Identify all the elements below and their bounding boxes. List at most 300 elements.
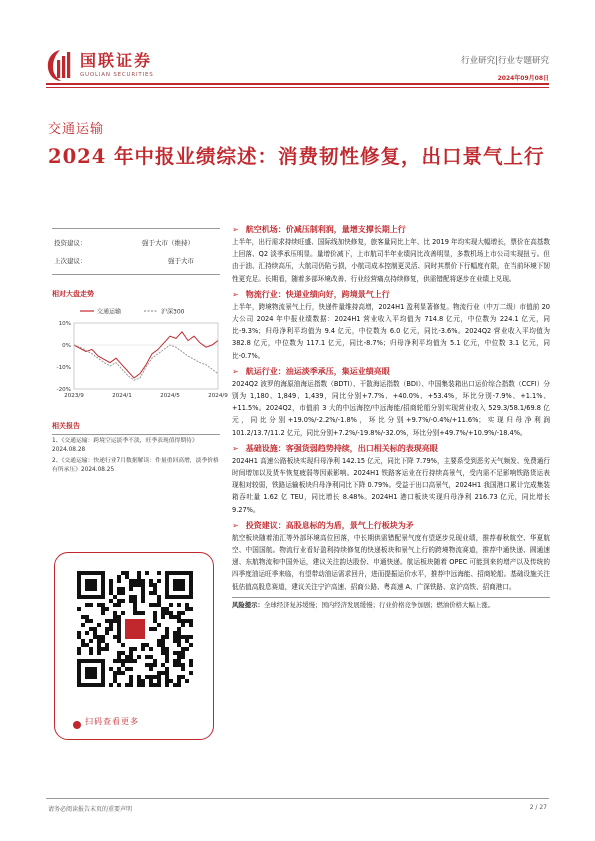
qr-module: [129, 675, 133, 679]
sidebar-rule: [52, 228, 220, 229]
qr-module: [137, 575, 141, 579]
section-body: 上半年，出行需求持续旺盛、国际线加快修复，旅客量同比上年、比 2019 年均实现大幅增长，票价在高基数上回落、Q2 淡季承压明显。量增价减下，上市航司半年业绩同比改善明显，多数机场上市公司实现扭亏。但由于油、汇持续高压，大航司仍陷亏损，小航司成本控制更灵活、同时其票价下行幅度有限，在当前环境下韧性更充足。长期看，随着多部环境改善、行业经营痛点持续修复，供需错配将逐步在业绩上兑现。: [232, 238, 550, 283]
qr-module: [113, 603, 117, 607]
qr-module: [153, 627, 157, 631]
qr-module: [121, 659, 125, 663]
qr-module: [101, 647, 105, 651]
series-line: [74, 332, 218, 378]
qr-module: [113, 671, 117, 675]
qr-module: [177, 651, 181, 655]
qr-module: [173, 663, 177, 667]
qr-module: [121, 663, 125, 667]
qr-module: [173, 639, 177, 643]
qr-module: [105, 627, 109, 631]
qr-module: [117, 667, 121, 671]
qr-module: [101, 635, 105, 639]
qr-module: [153, 611, 157, 615]
qr-module: [129, 667, 133, 671]
qr-module: [165, 647, 169, 651]
qr-module: [177, 603, 181, 607]
chart-heading: 相对大盘走势: [52, 290, 94, 298]
qr-module: [141, 591, 145, 595]
qr-module: [89, 627, 93, 631]
footer-disclaimer: 请务必阅读报告末页的重要声明: [48, 806, 133, 813]
qr-module: [169, 611, 173, 615]
qr-module: [161, 643, 165, 647]
qr-module: [117, 631, 121, 635]
qr-module: [161, 651, 165, 655]
qr-module: [109, 583, 113, 587]
qr-module: [165, 627, 169, 631]
qr-module: [105, 643, 109, 647]
qr-module: [185, 635, 189, 639]
qr-module: [149, 679, 153, 683]
qr-module: [153, 663, 157, 667]
qr-module: [117, 575, 121, 579]
relative-performance-chart: [52, 303, 228, 401]
qr-module: [149, 583, 153, 587]
qr-module: [117, 587, 121, 591]
qr-module: [105, 619, 109, 623]
qr-module: [109, 579, 113, 583]
sidebar-rule: [52, 274, 220, 275]
qr-module: [181, 675, 185, 679]
qr-module: [177, 639, 181, 643]
qr-module: [77, 647, 81, 651]
qr-module: [165, 655, 169, 659]
y-tick-label: 0%: [62, 343, 71, 349]
qr-module: [177, 631, 181, 635]
qr-module: [129, 659, 133, 663]
qr-module: [133, 595, 137, 599]
qr-module: [81, 643, 85, 647]
header-divider: [46, 83, 549, 85]
qr-module: [85, 667, 97, 679]
qr-module: [121, 571, 125, 575]
qr-module: [189, 635, 193, 639]
qr-module: [177, 619, 181, 623]
qr-module: [165, 651, 169, 655]
qr-module: [145, 663, 149, 667]
qr-module: [137, 611, 141, 615]
qr-module: [113, 675, 117, 679]
qr-module: [121, 671, 125, 675]
qr-module: [117, 591, 121, 595]
risk-warning: [232, 600, 550, 611]
qr-module: [129, 583, 133, 587]
x-tick-label: 2024/5: [160, 393, 180, 399]
qr-module: [141, 579, 145, 583]
qr-module: [109, 587, 113, 591]
section-body: 上半年，跨境物流景气上行，快递件量维持高增，2024H1 盈利显著修复。物流行业（中万二级）市值前 20 大公司 2024 年中报业绩数据：2024H1 营业收入平均值为 714.8 亿元，中位数为 224.1 亿元，同比-9.3%；归母净利平均值为 9.4 亿元，中位数为 6.0 亿元，同比-3.6%。2024Q2 营业收入平均值为 382.8 亿元，中位数为 117.1 亿元，同比-8.7%；归母净利平均值为 5.1 亿元，中位数 3.1 亿元，同比-0.7%。: [232, 302, 550, 360]
qr-module: [189, 623, 193, 627]
qr-module: [177, 655, 181, 659]
qr-module: [101, 611, 105, 615]
qr-module: [181, 663, 185, 667]
company-logo: [46, 48, 154, 82]
qr-module: [157, 623, 161, 627]
qr-module: [185, 603, 189, 607]
qr-module: [109, 599, 113, 603]
qr-module: [153, 659, 157, 663]
qr-module: [89, 603, 93, 607]
qr-module: [125, 655, 129, 659]
qr-module: [153, 675, 157, 679]
qr-module: [177, 615, 181, 619]
qr-module: [81, 615, 85, 619]
qr-module: [117, 639, 121, 643]
section-heading: ➢ 航空机场：价减压制利润，量增支撑长期上行: [232, 225, 406, 234]
qr-module: [177, 679, 181, 683]
qr-module: [173, 631, 177, 635]
qr-module: [117, 671, 121, 675]
qr-module: [177, 683, 181, 687]
qr-module: [189, 619, 193, 623]
qr-module: [113, 679, 117, 683]
qr-module: [109, 619, 113, 623]
related-report-item[interactable]: 2、《交通运输：快递行业7月数据解读：件量重回高增，淡季价格有所承压》2024.08.25: [52, 458, 219, 473]
qr-module: [129, 599, 133, 603]
qr-module: [181, 667, 185, 671]
qr-module: [185, 679, 189, 683]
qr-module: [101, 639, 105, 643]
rating-label: 投资建议：: [54, 239, 87, 247]
qr-module: [141, 587, 145, 591]
qr-module: [169, 603, 173, 607]
qr-module: [113, 611, 117, 615]
section-heading: ➢ 物流行业：快递业绩向好，跨境景气上行: [232, 289, 390, 299]
legend-label: 交通运输: [97, 308, 122, 316]
qr-module: [125, 683, 129, 687]
logo-en-text: GUOLIAN SECURITIES: [80, 72, 154, 78]
qr-module: [121, 611, 125, 615]
qr-module: [161, 607, 165, 611]
qr-module: [157, 675, 161, 679]
qr-module: [129, 595, 133, 599]
qr-module: [165, 607, 169, 611]
qr-module: [149, 667, 153, 671]
qr-module: [77, 635, 81, 639]
qr-module: [153, 591, 157, 595]
qr-module: [169, 679, 173, 683]
qr-module: [181, 611, 185, 615]
qr-module: [157, 595, 161, 599]
qr-module: [149, 663, 153, 667]
related-reports-heading: 相关报告: [52, 422, 80, 430]
qr-module: [177, 627, 181, 631]
qr-module: [137, 579, 141, 583]
qr-module: [97, 651, 101, 655]
qr-module: [161, 639, 165, 643]
qr-code-icon[interactable]: [77, 571, 193, 687]
qr-module: [129, 579, 133, 583]
qr-module: [125, 619, 145, 639]
qr-module: [157, 571, 161, 575]
qr-module: [137, 571, 141, 575]
qr-module: [165, 611, 169, 615]
qr-module: [89, 647, 93, 651]
qr-module: [133, 579, 137, 583]
arrow-icon: ➢: [232, 366, 239, 376]
industry-label: 交通运输: [48, 122, 105, 137]
qr-module: [125, 659, 129, 663]
qr-module: [157, 671, 161, 675]
qr-module: [117, 579, 121, 583]
risk-label: 风险提示：: [232, 600, 264, 609]
qr-module: [121, 599, 125, 603]
qr-module: [177, 663, 181, 667]
qr-module: [85, 643, 89, 647]
qr-module: [177, 611, 181, 615]
report-category: 行业研究|行业专题研究: [461, 56, 549, 66]
qr-module: [125, 667, 129, 671]
prev-rating-row: [52, 256, 220, 265]
qr-module: [145, 655, 149, 659]
x-tick-label: 2024/1: [112, 393, 132, 399]
qr-module: [105, 631, 109, 635]
qr-module: [113, 615, 117, 619]
qr-module: [145, 675, 149, 679]
qr-module: [165, 679, 169, 683]
arrow-icon: ➢: [232, 520, 239, 530]
qr-module: [161, 671, 165, 675]
qr-module: [181, 635, 185, 639]
qr-module: [165, 667, 169, 671]
y-tick-label: -20%: [56, 387, 71, 393]
page-number: 2 / 27: [529, 804, 547, 811]
related-report-item[interactable]: 1、《交通运输：跨境空运淡季不淡，旺季表现值得期待》2024.08.28: [52, 438, 198, 453]
qr-module: [133, 659, 137, 663]
section-heading: ➢ 投资建议：高股息标的为盾，景气上行板块为矛: [232, 520, 414, 530]
qr-module: [117, 619, 121, 623]
qr-module: [181, 623, 185, 627]
qr-module: [149, 655, 153, 659]
prev-rating-label: 上次建议：: [54, 257, 87, 265]
qr-module: [129, 651, 133, 655]
qr-module: [157, 643, 161, 647]
qr-module: [117, 635, 121, 639]
qr-module: [77, 651, 81, 655]
header-divider-thin: [46, 87, 549, 88]
section-body: 航空板块随着油汇等外部环境高位回落，中长期供需错配景气度有望逐步兑现业绩，推荐春秋航空、华夏航空、中国国航。物流行业看好盈利持续修复的快递板块和景气上行的跨境物流赛道，推荐中通快递、圆通速递、东航物流和中国外运，建议关注韵达股份、申通快递。航运板块随着 OPEC 可能到来的增产以及传统的四季度油运旺季来临，有望带动油运需求回升，进而提振运价水平，推荐中远海能、招商轮船。基础设施关注低估值高股息赛道，建议关注宁沪高速、招商公路、粤高速 A、广深铁路、京沪高铁、招商港口。: [232, 533, 550, 591]
qr-module: [185, 607, 189, 611]
qr-module: [161, 615, 165, 619]
qr-module: [117, 655, 121, 659]
qr-module: [85, 631, 89, 635]
qr-module: [109, 623, 113, 627]
arrow-icon: ➢: [232, 443, 239, 453]
qr-module: [113, 619, 117, 623]
qr-module: [157, 603, 161, 607]
qr-module: [133, 611, 137, 615]
qr-module: [189, 607, 193, 611]
qr-module: [105, 607, 109, 611]
qr-module: [133, 583, 137, 587]
qr-module: [133, 599, 137, 603]
qr-module: [161, 635, 165, 639]
qr-module: [157, 599, 161, 603]
qr-module: [129, 683, 133, 687]
qr-module: [137, 675, 141, 679]
qr-module: [165, 683, 169, 687]
logo-mark-icon: [46, 48, 74, 82]
qr-module: [177, 635, 181, 639]
qr-module: [153, 619, 157, 623]
qr-module: [125, 571, 129, 575]
qr-module: [85, 619, 89, 623]
qr-module: [85, 615, 89, 619]
qr-module: [177, 643, 181, 647]
section-heading: ➢ 基础设施：客强货弱趋势持续，出口相关标的表现亮眼: [232, 443, 438, 453]
qr-module: [137, 683, 141, 687]
qr-module: [117, 615, 121, 619]
qr-module: [97, 603, 101, 607]
qr-module: [77, 631, 81, 635]
qr-module: [85, 579, 97, 591]
qr-module: [133, 603, 137, 607]
qr-module: [81, 623, 85, 627]
qr-module: [133, 607, 137, 611]
qr-module: [77, 607, 81, 611]
arrow-icon: ➢: [232, 289, 239, 299]
qr-module: [177, 659, 181, 663]
qr-module: [97, 643, 101, 647]
qr-module: [157, 579, 161, 583]
qr-module: [89, 619, 93, 623]
x-tick-label: 2023/9: [64, 393, 84, 399]
qr-module: [185, 639, 189, 643]
series-line: [74, 345, 218, 380]
qr-module: [149, 647, 153, 651]
qr-module: [165, 659, 169, 663]
qr-module: [141, 599, 145, 603]
qr-module: [97, 647, 101, 651]
qr-module: [113, 635, 117, 639]
x-tick-label: 2024/9: [208, 393, 228, 399]
qr-module: [189, 643, 193, 647]
qr-module: [89, 639, 93, 643]
qr-module: [153, 587, 157, 591]
qr-module: [117, 623, 121, 627]
qr-module: [141, 583, 145, 587]
qr-module: [109, 667, 113, 671]
risk-divider: [232, 597, 550, 598]
qr-module: [101, 607, 105, 611]
qr-module: [149, 591, 153, 595]
qr-module: [149, 675, 153, 679]
qr-module: [109, 627, 113, 631]
qr-module: [145, 571, 149, 575]
qr-module: [177, 675, 181, 679]
qr-module: [161, 663, 165, 667]
qr-module: [161, 611, 165, 615]
qr-module: [121, 591, 125, 595]
qr-module: [121, 651, 125, 655]
qr-module: [121, 587, 125, 591]
qr-module: [101, 603, 105, 607]
qr-module: [153, 683, 157, 687]
qr-module: [117, 603, 121, 607]
qr-module: [129, 679, 133, 683]
qr-module: [173, 615, 177, 619]
qr-module: [153, 615, 157, 619]
qr-module: [137, 679, 141, 683]
qr-module: [185, 647, 189, 651]
qr-module: [89, 651, 93, 655]
logo-cn-text: 国联证券: [80, 51, 153, 70]
qr-module: [137, 655, 141, 659]
qr-module: [157, 683, 161, 687]
footer-divider: [46, 798, 549, 799]
qr-module: [93, 627, 97, 631]
qr-module: [181, 647, 185, 651]
qr-module: [113, 595, 117, 599]
sidebar: [52, 228, 228, 475]
qr-module: [97, 635, 101, 639]
qr-module: [109, 591, 113, 595]
qr-module: [169, 615, 173, 619]
legend-label: 沪深300: [161, 308, 185, 316]
chart-svg: [52, 303, 228, 401]
qr-module: [113, 659, 117, 663]
rating-value: 强于大市（维持）: [142, 239, 194, 247]
qr-module: [125, 575, 129, 579]
qr-module: [133, 647, 137, 651]
qr-module: [141, 595, 145, 599]
qr-module: [121, 643, 125, 647]
qr-module: [105, 647, 109, 651]
report-date: 2024年09月08日: [497, 75, 549, 82]
qr-module: [145, 643, 149, 647]
scan-dot-icon: [73, 721, 81, 729]
qr-module: [129, 647, 133, 651]
qr-module: [93, 635, 97, 639]
qr-module: [173, 683, 177, 687]
qr-module: [165, 675, 169, 679]
risk-text: 全球经济复苏缓慢；国内经济发展缓慢；行业价格竞争加剧；燃油价格大幅上涨。: [263, 600, 495, 609]
qr-module: [137, 583, 141, 587]
qr-label: 扫码查看更多: [85, 717, 139, 726]
qr-module: [129, 587, 133, 591]
qr-module: [189, 659, 193, 663]
qr-module: [129, 655, 133, 659]
qr-module: [81, 639, 85, 643]
qr-module: [157, 639, 161, 643]
qr-module: [173, 659, 177, 663]
qr-module: [117, 683, 121, 687]
qr-module: [117, 627, 121, 631]
sidebar-rule: [52, 434, 220, 435]
qr-module: [173, 579, 185, 591]
qr-module: [109, 683, 113, 687]
qr-module: [97, 639, 101, 643]
qr-module: [173, 635, 177, 639]
qr-module: [85, 603, 89, 607]
main-content: [232, 220, 550, 611]
qr-module: [153, 583, 157, 587]
qr-module: [141, 679, 145, 683]
qr-module: [165, 631, 169, 635]
qr-module: [149, 579, 153, 583]
qr-module: [141, 643, 145, 647]
prev-rating-value: 强于大市: [168, 257, 194, 265]
qr-module: [165, 635, 169, 639]
qr-module: [97, 623, 101, 627]
qr-module: [189, 663, 193, 667]
qr-module: [185, 619, 189, 623]
qr-module: [181, 655, 185, 659]
qr-module: [157, 679, 161, 683]
